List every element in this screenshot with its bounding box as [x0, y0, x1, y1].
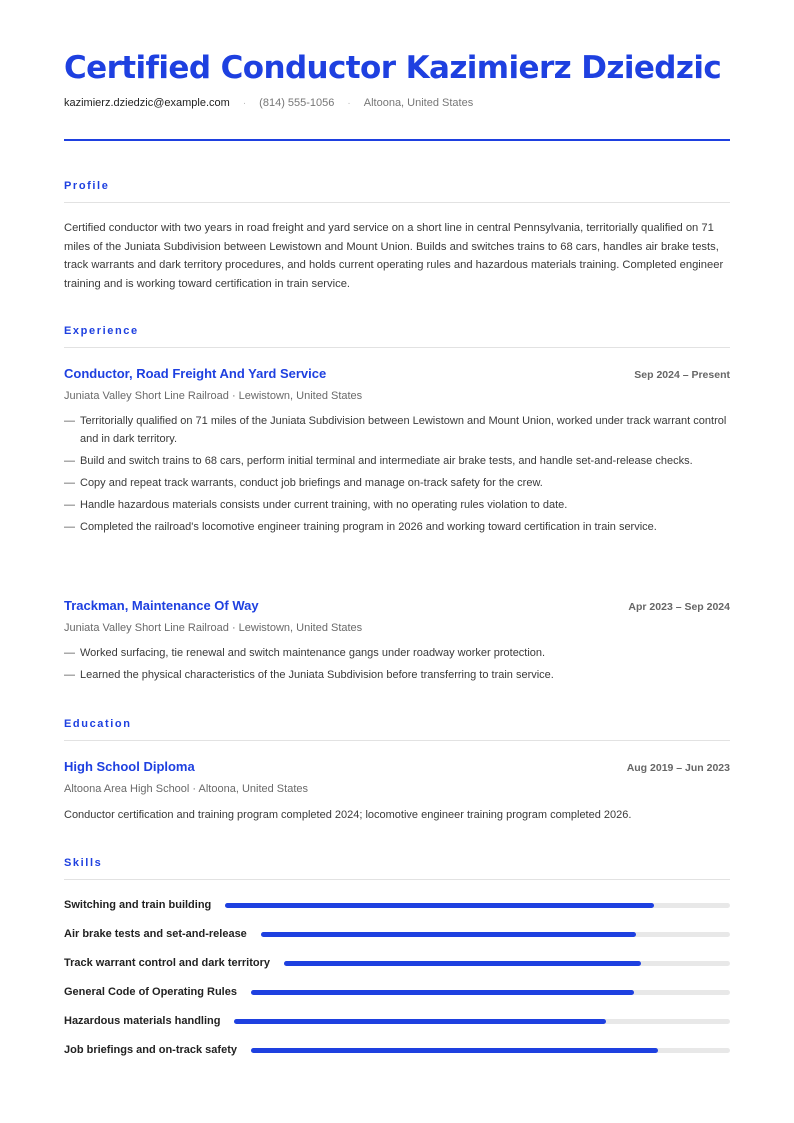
dash-bullet: — — [64, 498, 75, 511]
skill-level-fill — [284, 961, 641, 966]
dash-bullet: — — [64, 415, 75, 427]
job-title: Trackman, Maintenance Of Way — [64, 598, 259, 613]
email-link[interactable]: kazimierz.dziedzic@example.com — [64, 97, 230, 109]
skill-label: Job briefings and on-track safety — [64, 1044, 237, 1056]
list-item: — Copy and repeat track warrants, conduct job briefings and manage on-track safety for the crew. — [64, 475, 730, 493]
skill-label: General Code of Operating Rules — [64, 986, 237, 998]
list-item: — Completed the railroad's locomotive engineer training program in 2026 and working toward certification in train service. — [64, 519, 730, 537]
section-title-education: Education — [64, 718, 132, 730]
job-bullets — [64, 413, 730, 541]
contact-separator: · — [347, 97, 351, 109]
contact-line — [64, 97, 473, 109]
skill-level-fill — [225, 903, 654, 908]
section-divider — [64, 879, 730, 880]
list-item: — Build and switch trains to 68 cars, perform initial terminal and intermediate air brake tests, and handle set-and-release checks. — [64, 453, 730, 471]
skill-row — [64, 1042, 730, 1058]
header-divider — [64, 139, 730, 141]
skill-row — [64, 984, 730, 1000]
job-organization: Juniata Valley Short Line Railroad · Lewistown, United States — [64, 390, 363, 402]
skill-row — [64, 897, 730, 913]
list-item: — Worked surfacing, tie renewal and switch maintenance gangs under roadway worker protection. — [64, 645, 730, 663]
section-divider — [64, 740, 730, 741]
degree-title: High School Diploma — [64, 759, 195, 774]
section-title-skills: Skills — [64, 857, 103, 869]
skill-level-fill — [251, 1048, 658, 1053]
skill-label: Air brake tests and set-and-release — [64, 928, 247, 940]
job-organization: Juniata Valley Short Line Railroad · Lewistown, United States — [64, 622, 363, 634]
skill-row — [64, 926, 730, 942]
job-date: Sep 2024 – Present — [634, 369, 730, 381]
job-date: Apr 2023 – Sep 2024 — [628, 601, 730, 613]
skill-label: Switching and train building — [64, 899, 212, 911]
skill-level-track — [261, 932, 730, 937]
dash-bullet: — — [64, 647, 75, 659]
school-name: Altoona Area High School · Altoona, United States — [64, 783, 308, 795]
education-date: Aug 2019 – Jun 2023 — [626, 762, 730, 774]
skill-level-track — [251, 1048, 730, 1053]
skill-level-track — [234, 1019, 730, 1024]
skill-level-fill — [261, 932, 636, 937]
skill-label: Track warrant control and dark territory — [64, 957, 271, 969]
dash-bullet: — — [64, 454, 75, 467]
dash-bullet: — — [64, 669, 75, 682]
section-title-profile: Profile — [64, 180, 110, 192]
skill-level-fill — [234, 1019, 606, 1024]
skill-row — [64, 1013, 730, 1029]
dash-bullet: — — [64, 520, 75, 533]
skill-label: Hazardous materials handling — [64, 1015, 221, 1027]
job-bullets — [64, 645, 730, 689]
education-note: Conductor certification and training program completed 2024; locomotive engineer training program completed 2026. — [64, 809, 632, 821]
job-title: Conductor, Road Freight And Yard Service — [64, 366, 327, 381]
list-item: — Learned the physical characteristics of the Juniata Subdivision before transferring to train service. — [64, 667, 730, 685]
profile-summary: Certified conductor with two years in road freight and yard service on a short line in central Pennsylvania, territorially qualified on 71 miles of the Juniata Subdivision between Lewistown and Mount Union. Builds and switches trains to 68 cars, handles air brake tests, track warrants and dark territory procedures, and holds current operating rules and hazardous materials training. Completed engineer training and is working toward certification in train service. — [64, 222, 724, 290]
dash-bullet: — — [64, 476, 75, 489]
skill-level-track — [225, 903, 730, 908]
skill-level-track — [284, 961, 730, 966]
list-item: — Handle hazardous materials consists under current training, with no operating rules violation to date. — [64, 497, 730, 515]
section-divider — [64, 347, 730, 348]
list-item: — Territorially qualified on 71 miles of the Juniata Subdivision between Lewistown and Mount Union, worked under track warrant control and in dark territory. — [64, 415, 727, 445]
skill-level-fill — [251, 990, 634, 995]
section-divider — [64, 202, 730, 203]
section-title-experience: Experience — [64, 325, 139, 337]
location: Altoona, United States — [363, 97, 474, 109]
skill-level-track — [251, 990, 730, 995]
contact-separator: · — [242, 97, 247, 109]
skill-row — [64, 955, 730, 971]
phone-number[interactable]: (814) 555-1056 — [259, 97, 335, 109]
candidate-name: Certified Conductor Kazimierz Dziedzic — [64, 50, 722, 86]
